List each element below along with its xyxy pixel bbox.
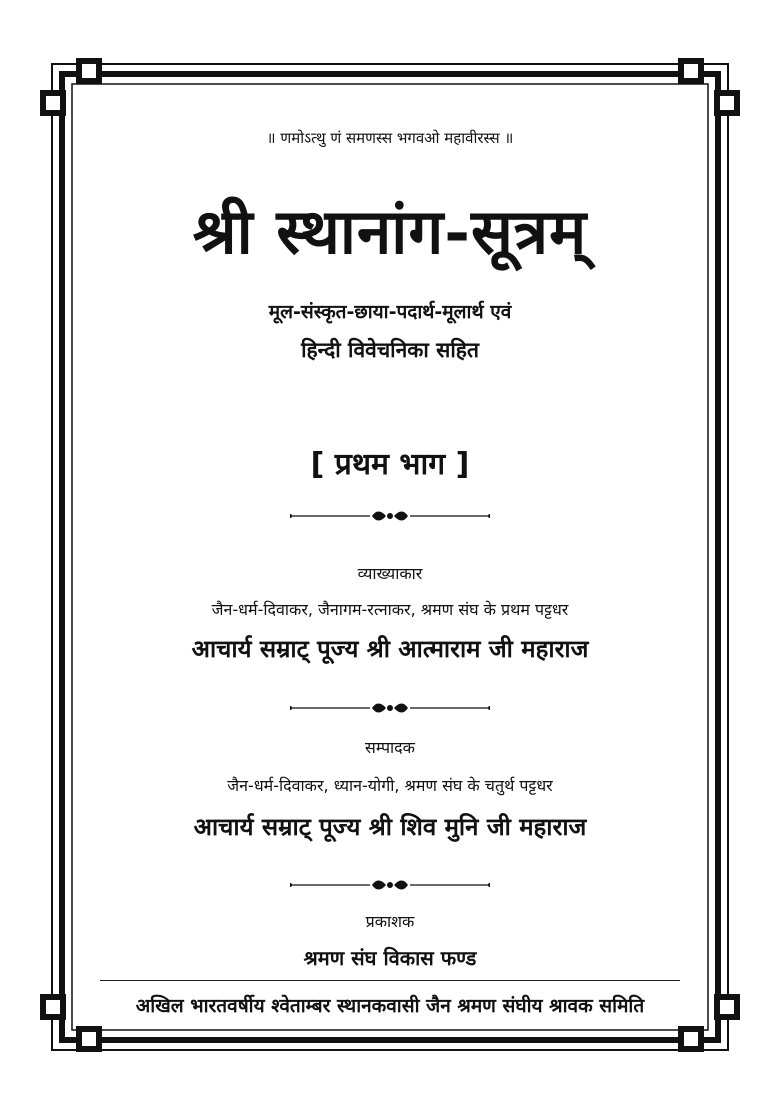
committee-name: अखिल भारतवर्षीय श्वेताम्बर स्थानकवासी जैन श्रमण संघीय श्रावक समिति — [135, 995, 645, 1017]
editor-titles: जैन-धर्म-दिवाकर, ध्यान-योगी, श्रमण संघ के चतुर्थ पट्टधर — [227, 776, 553, 795]
publisher-name: श्रमण संघ विकास फण्ड — [303, 946, 477, 970]
divider — [100, 980, 680, 981]
commentator-label: व्याख्याकार — [357, 564, 423, 583]
publisher-label: प्रकाशक — [365, 912, 415, 931]
subtitle-line-1: मूल-संस्कृत-छाया-पदार्थ-मूलार्थ एवं — [268, 301, 512, 323]
commentator-titles: जैन-धर्म-दिवाकर, जैनागम-रत्नाकर, श्रमण संघ के प्रथम पट्टधर — [211, 600, 569, 619]
commentator-name: आचार्य सम्राट् पूज्य श्री आत्माराम जी महाराज — [191, 635, 589, 663]
floral-divider-icon — [290, 506, 490, 526]
book-title: श्री स्थानांग-सूत्रम् — [192, 195, 588, 268]
editor-label: सम्पादक — [365, 738, 415, 757]
editor-name: आचार्य सम्राट् पूज्य श्री शिव मुनि जी महाराज — [193, 813, 587, 841]
subtitle-line-2: हिन्दी विवेचनिका सहित — [301, 338, 479, 362]
floral-divider-icon — [290, 875, 490, 895]
invocation-line: ॥ णमोऽत्थु णं समणस्स भगवओ महावीरस्स ॥ — [266, 129, 514, 147]
volume-label: [ प्रथम भाग ] — [310, 447, 470, 482]
title-page — [70, 70, 710, 1040]
floral-divider-icon — [290, 698, 490, 718]
